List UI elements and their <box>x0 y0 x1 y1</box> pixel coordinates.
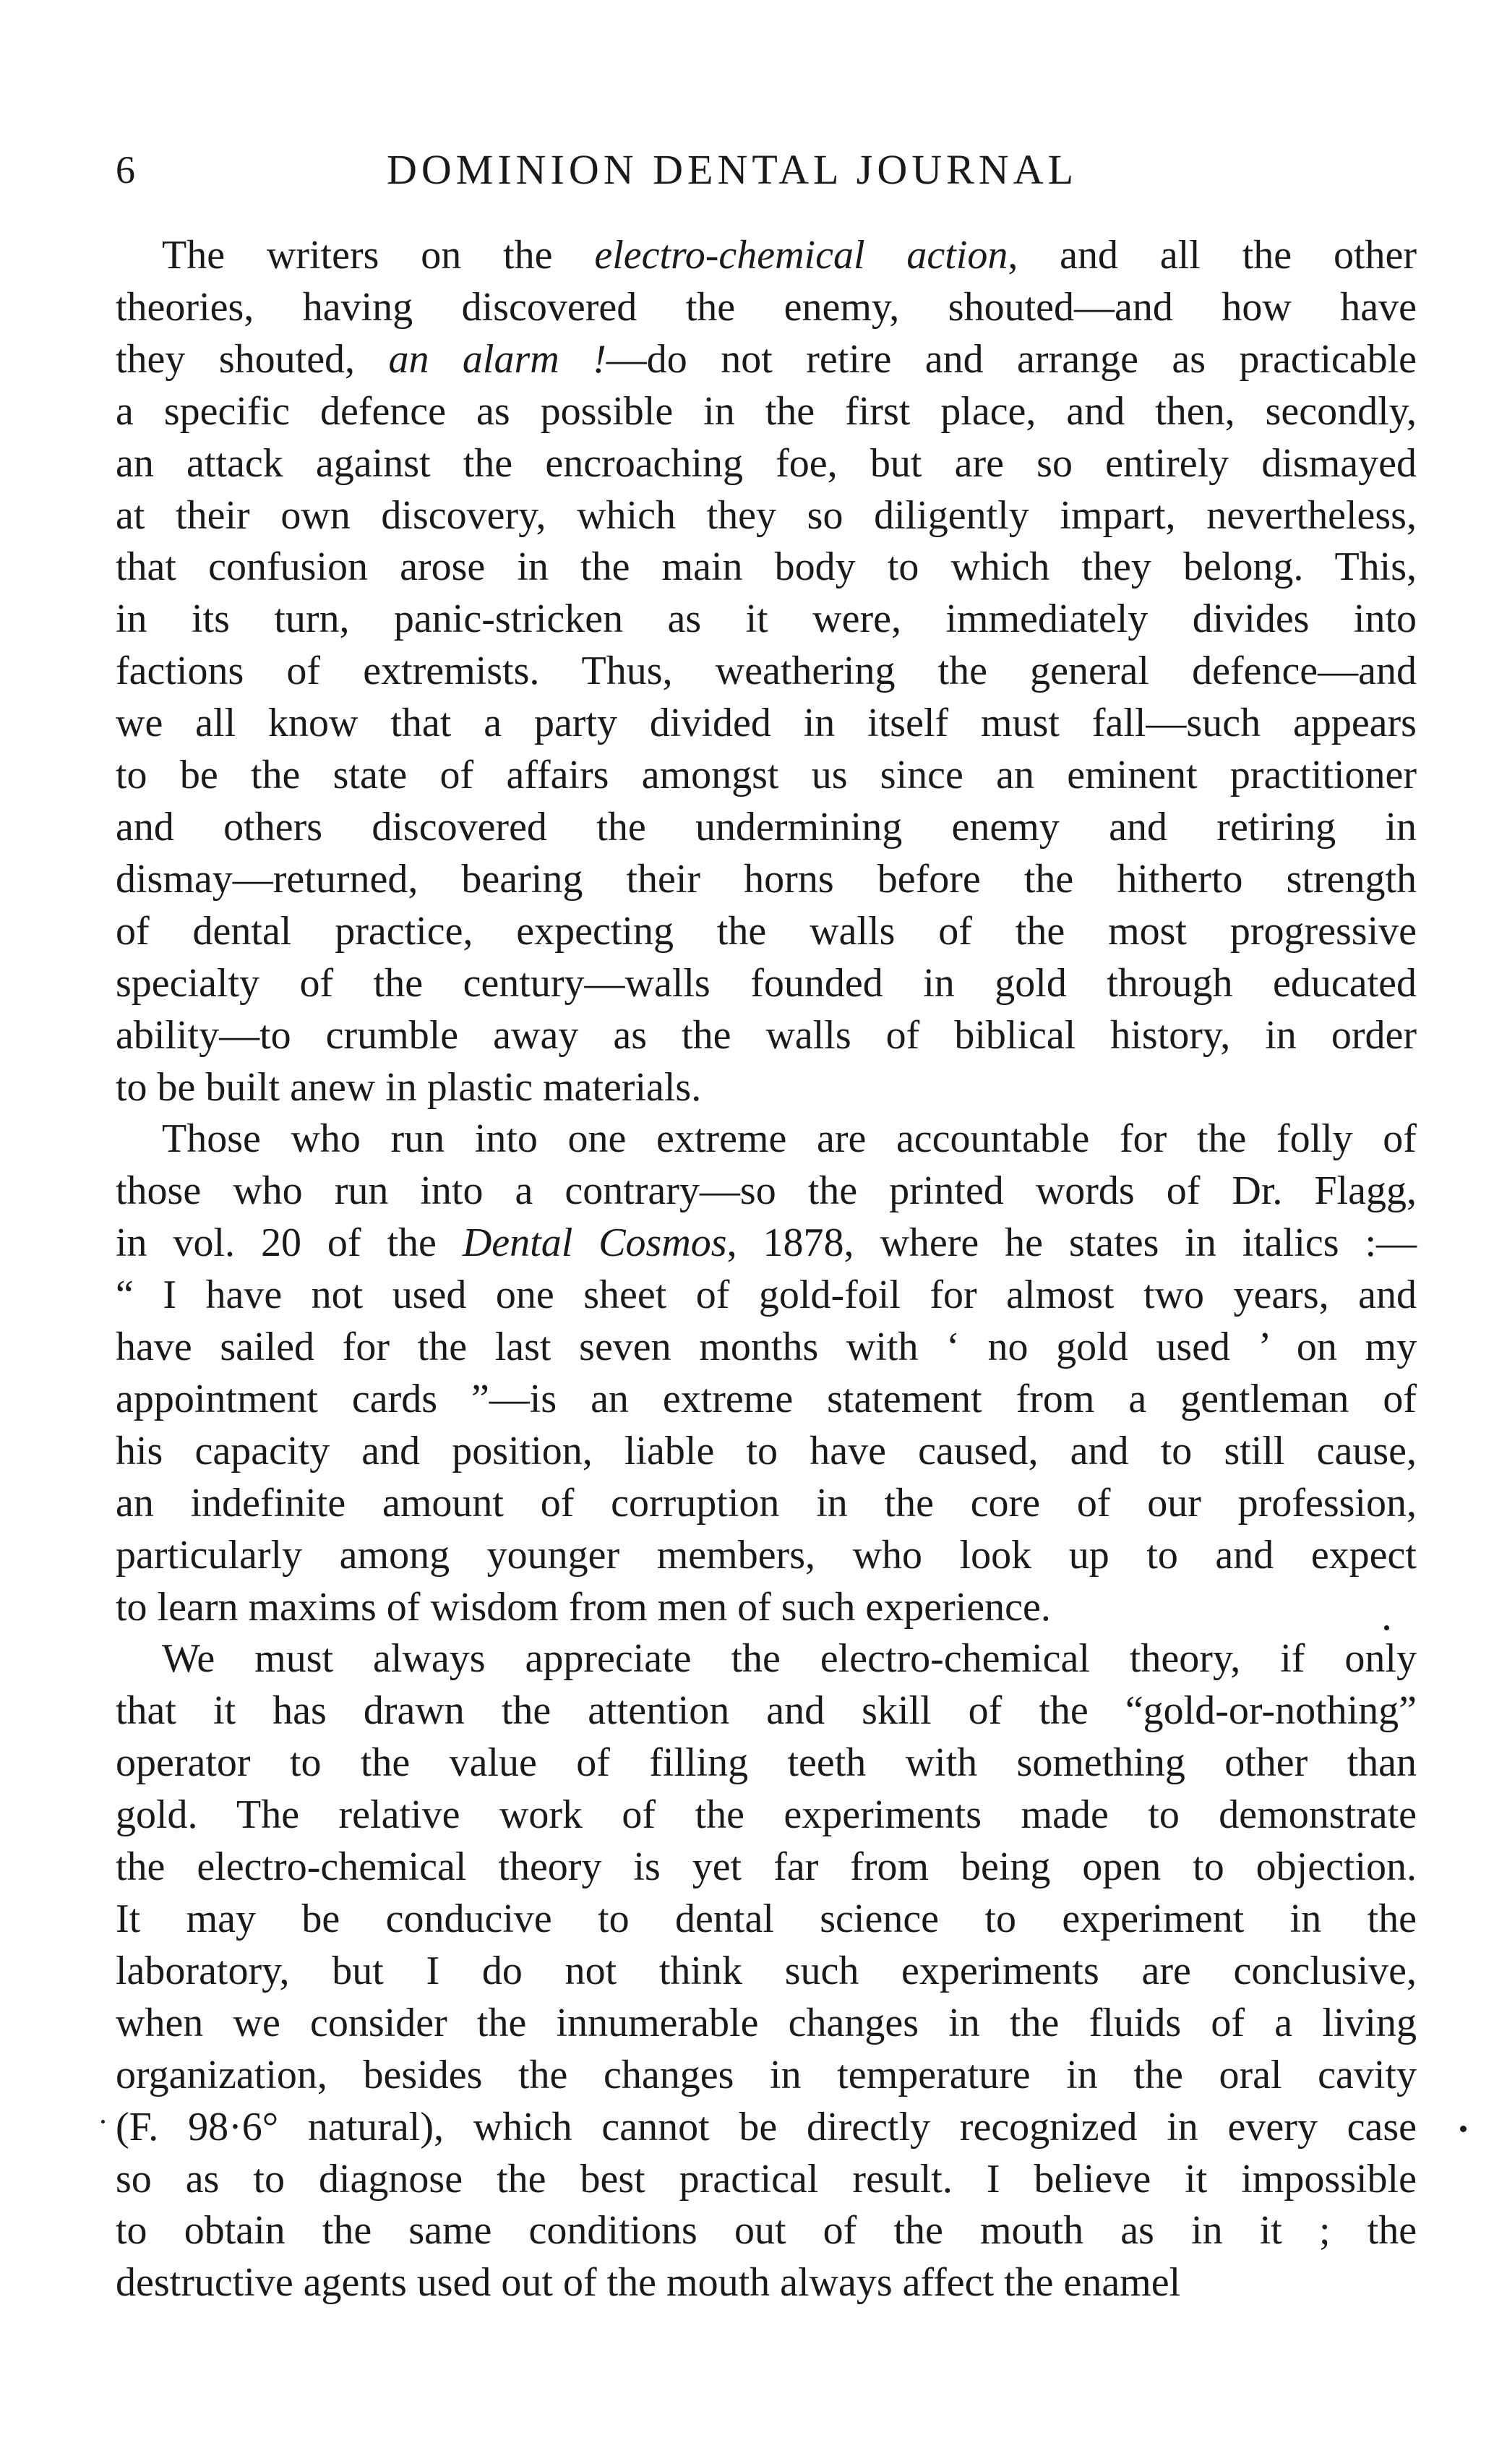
text-line <box>116 2205 1417 2257</box>
text-line <box>116 1685 1417 1737</box>
text-line <box>116 1841 1417 1894</box>
text-line <box>116 906 1417 958</box>
text-run: operator to the value of filling teeth with something other than <box>116 1740 1417 1786</box>
text-line <box>116 1010 1417 1062</box>
text-line <box>116 282 1417 334</box>
text-run: to learn maxims of wisdom from men of such experience. <box>116 1584 1051 1630</box>
print-speck <box>101 2120 105 2123</box>
text-run: to obtain the same conditions out of the mouth as in it ; the <box>116 2208 1417 2254</box>
text-line <box>116 2102 1417 2154</box>
text-run: The writers on the <box>162 233 595 278</box>
text-run: in vol. 20 of the <box>116 1220 463 1266</box>
body-text <box>116 230 1417 2309</box>
text-line <box>116 1737 1417 1789</box>
paragraph <box>116 1113 1417 1633</box>
text-run: to be the state of affairs amongst us since an eminent practitioner <box>116 753 1417 798</box>
text-line <box>116 1218 1417 1270</box>
text-line <box>116 1478 1417 1530</box>
italic-text: Dental Cosmos <box>462 1220 727 1266</box>
text-run: at their own discovery, which they so diligently impart, nevertheless, <box>116 492 1417 538</box>
text-run: specialty of the century—walls founded in gold through educated <box>116 960 1417 1006</box>
text-line <box>116 958 1417 1010</box>
text-run: that it has drawn the attention and skill of the “gold-or-nothing” <box>116 1688 1417 1734</box>
text-run: destructive agents used out of the mouth always affect the enamel <box>116 2260 1181 2306</box>
text-line <box>116 698 1417 750</box>
italic-text: an alarm ! <box>388 336 606 382</box>
text-run: We must always appreciate the electro-chemical theory, if only <box>162 1636 1417 1682</box>
text-run: so as to diagnose the best practical result. I believe it impossible <box>116 2156 1417 2202</box>
text-line <box>116 230 1417 282</box>
text-run: and others discovered the undermining enemy and retiring in <box>116 804 1417 850</box>
text-run: factions of extremists. Thus, weathering the general defence—and <box>116 649 1417 694</box>
text-line <box>116 490 1417 542</box>
running-title: DOMINION DENTAL JOURNAL <box>387 146 1078 193</box>
text-line <box>116 854 1417 906</box>
text-run: ability—to crumble away as the walls of biblical history, in order <box>116 1012 1417 1058</box>
text-run: those who run into a contrary—so the printed words of Dr. Flagg, <box>116 1168 1417 1214</box>
text-line <box>116 1113 1417 1165</box>
text-run: It may be conducive to dental science to experiment in the <box>116 1896 1417 1941</box>
text-line <box>116 1374 1417 1426</box>
text-run: the electro-chemical theory is yet far from being open to objection. <box>116 1844 1417 1890</box>
paragraph <box>116 1633 1417 2309</box>
text-line <box>116 1633 1417 1685</box>
text-run: an attack against the encroaching foe, but are so entirely dismayed <box>116 440 1417 486</box>
text-run: organization, besides the changes in temperature in the oral cavity <box>116 2052 1417 2097</box>
text-line <box>116 1582 1417 1634</box>
text-line <box>116 542 1417 594</box>
text-run: to be built anew in plastic materials. <box>116 1064 702 1110</box>
text-line <box>116 1530 1417 1582</box>
text-line <box>116 1426 1417 1478</box>
text-run: a specific defence as possible in the first place, and then, secondly, <box>116 388 1417 434</box>
text-line <box>116 1322 1417 1374</box>
text-line <box>116 2050 1417 2102</box>
text-run: his capacity and position, liable to have caused, and to still cause, <box>116 1428 1417 1473</box>
text-run: theories, having discovered the enemy, shouted—and how have <box>116 284 1417 330</box>
text-line <box>116 594 1417 646</box>
page-header <box>116 141 1424 199</box>
text-line <box>116 2154 1417 2206</box>
text-run: “ I have not used one sheet of gold-foil for almost two years, and <box>116 1272 1417 1318</box>
text-run: when we consider the innumerable changes in the fluids of a living <box>116 2000 1417 2045</box>
text-line <box>116 334 1417 386</box>
text-run: , and all the other <box>1008 233 1417 278</box>
text-run: Those who run into one extreme are accountable for the folly of <box>162 1116 1417 1162</box>
text-run: laboratory, but I do not think such experiments are conclusive, <box>116 1948 1417 1993</box>
text-run: in its turn, panic-stricken as it were, immediately divides into <box>116 596 1417 642</box>
text-line <box>116 1894 1417 1946</box>
text-line <box>116 1998 1417 2050</box>
italic-text: electro-chemical action <box>594 233 1008 278</box>
print-speck <box>1460 2126 1467 2132</box>
text-run: (F. 98·6° natural), which cannot be directly recognized in every case <box>116 2104 1417 2149</box>
text-run: dismay—returned, bearing their horns before the hitherto strength <box>116 856 1417 902</box>
text-run: gold. The relative work of the experiments made to demonstrate <box>116 1792 1417 1838</box>
text-run: particularly among younger members, who look up to and expect <box>116 1532 1417 1578</box>
text-line <box>116 750 1417 802</box>
text-line <box>116 1946 1417 1998</box>
text-line <box>116 386 1417 438</box>
text-run: that confusion arose in the main body to which they belong. This, <box>116 544 1417 590</box>
text-run: , 1878, where he states in italics :— <box>726 1220 1417 1266</box>
text-line <box>116 646 1417 698</box>
text-line <box>116 1165 1417 1218</box>
text-run: appointment cards ”—is an extreme statement from a gentleman of <box>116 1376 1417 1421</box>
text-run: an indefinite amount of corruption in the core of our profession, <box>116 1480 1417 1526</box>
text-run: of dental practice, expecting the walls of the most progressive <box>116 908 1417 954</box>
paragraph <box>116 230 1417 1113</box>
text-run: —do not retire and arrange as practicable <box>606 336 1417 382</box>
text-line <box>116 1789 1417 1841</box>
text-line <box>116 438 1417 490</box>
text-line <box>116 2257 1417 2309</box>
text-run: they shouted, <box>116 336 389 382</box>
text-line <box>116 1270 1417 1322</box>
text-line <box>116 802 1417 854</box>
text-run: we all know that a party divided in itself must fall—such appears <box>116 701 1417 746</box>
page-number: 6 <box>116 148 136 192</box>
text-run: have sailed for the last seven months with ‘ no gold used ’ on my <box>116 1325 1417 1370</box>
text-line <box>116 1062 1417 1114</box>
print-speck <box>1384 1625 1389 1630</box>
